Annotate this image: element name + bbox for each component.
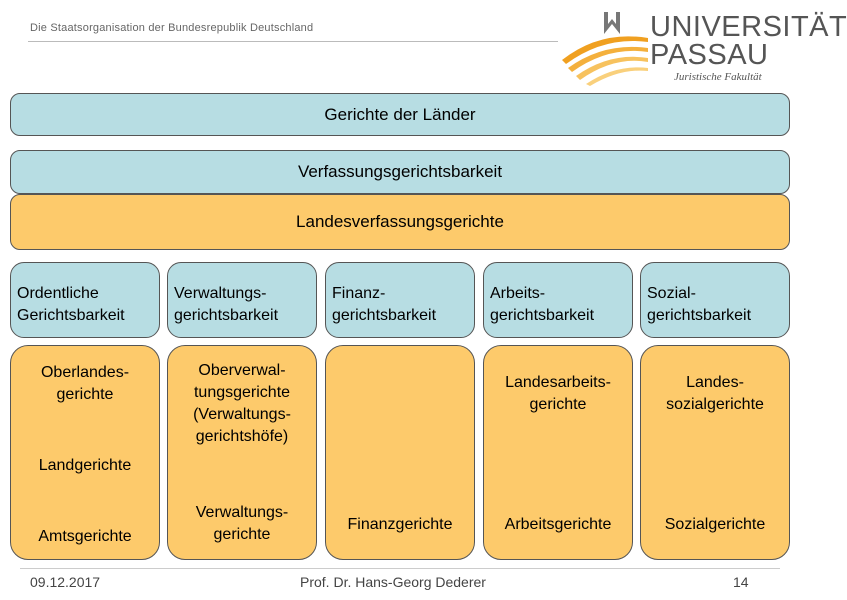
col-body-sozial (640, 345, 790, 560)
col-head-line: gerichtsbarkeit (332, 307, 437, 324)
bar-gerichte-der-laender-label: Gerichte der Länder (324, 104, 476, 124)
col-head-line: gerichtsbarkeit (647, 307, 752, 324)
col-head-line: gerichtsbarkeit (174, 307, 279, 324)
col-head-line: Verwaltungs- (174, 285, 267, 302)
court-label: gerichte (56, 386, 114, 403)
header-divider (28, 41, 558, 42)
bar-gerichte-der-laender (10, 93, 790, 136)
col-body-verwaltung (167, 345, 317, 560)
footer-date: 09.12.2017 (30, 574, 101, 590)
col-head-line: Finanz- (332, 285, 386, 302)
col-head-line: Gerichtsbarkeit (17, 307, 125, 324)
col-head-line: Ordentliche (17, 285, 99, 302)
university-logo (560, 8, 847, 88)
col-head-arbeit (483, 262, 633, 338)
bar-landesverfassungsgerichte-label: Landesverfassungsgerichte (296, 212, 504, 231)
footer-divider (20, 568, 780, 569)
court-label: (Verwaltungs- (193, 406, 291, 423)
logo-faculty-text: Juristische Fakultät (674, 71, 762, 83)
court-label: Landes- (686, 374, 744, 391)
court-label: Amtsgerichte (38, 528, 132, 545)
col-head-sozial (640, 262, 790, 338)
bar-verfassungsgerichtsbarkeit-label: Verfassungsgerichtsbarkeit (297, 162, 503, 181)
court-label: Oberlandes- (40, 364, 130, 381)
footer-author: Prof. Dr. Hans-Georg Dederer (300, 574, 486, 590)
col-head-finanz (325, 262, 475, 338)
col-body-ordentliche (10, 345, 160, 560)
logo-passau-text: PASSAU (650, 39, 769, 71)
col-head-line: gerichtsbarkeit (490, 307, 595, 324)
header-title: Die Staatsorganisation der Bundesrepublik Deutschland (30, 22, 314, 34)
col-head-verwaltung (167, 262, 317, 338)
col-body-arbeit (483, 345, 633, 560)
court-label: gerichtshöfe) (195, 428, 289, 445)
court-label: Sozialgerichte (664, 516, 766, 533)
court-label: Oberverwal- (198, 362, 286, 379)
bar-landesverfassungsgerichte (10, 194, 790, 250)
bar-verfassungsgerichtsbarkeit (10, 150, 790, 194)
court-label: Landesarbeits- (505, 374, 611, 391)
footer-page-number: 14 (733, 574, 749, 590)
col-body-finanz (325, 345, 475, 560)
court-label: tungsgerichte (193, 384, 291, 401)
court-label: Finanzgerichte (347, 516, 453, 533)
court-label: gerichte (529, 396, 587, 413)
col-head-line: Sozial- (647, 285, 696, 302)
court-label: Verwaltungs- (195, 504, 289, 521)
logo-university-text: UNIVERSITÄT (650, 11, 847, 43)
court-label: Arbeitsgerichte (504, 516, 612, 533)
court-label: Landgerichte (38, 457, 132, 474)
court-label: gerichte (213, 526, 271, 543)
col-head-line: Arbeits- (490, 285, 546, 302)
col-head-ordentliche (10, 262, 160, 338)
court-label: sozialgerichte (666, 396, 764, 413)
logo-emblem-icon (560, 8, 652, 86)
